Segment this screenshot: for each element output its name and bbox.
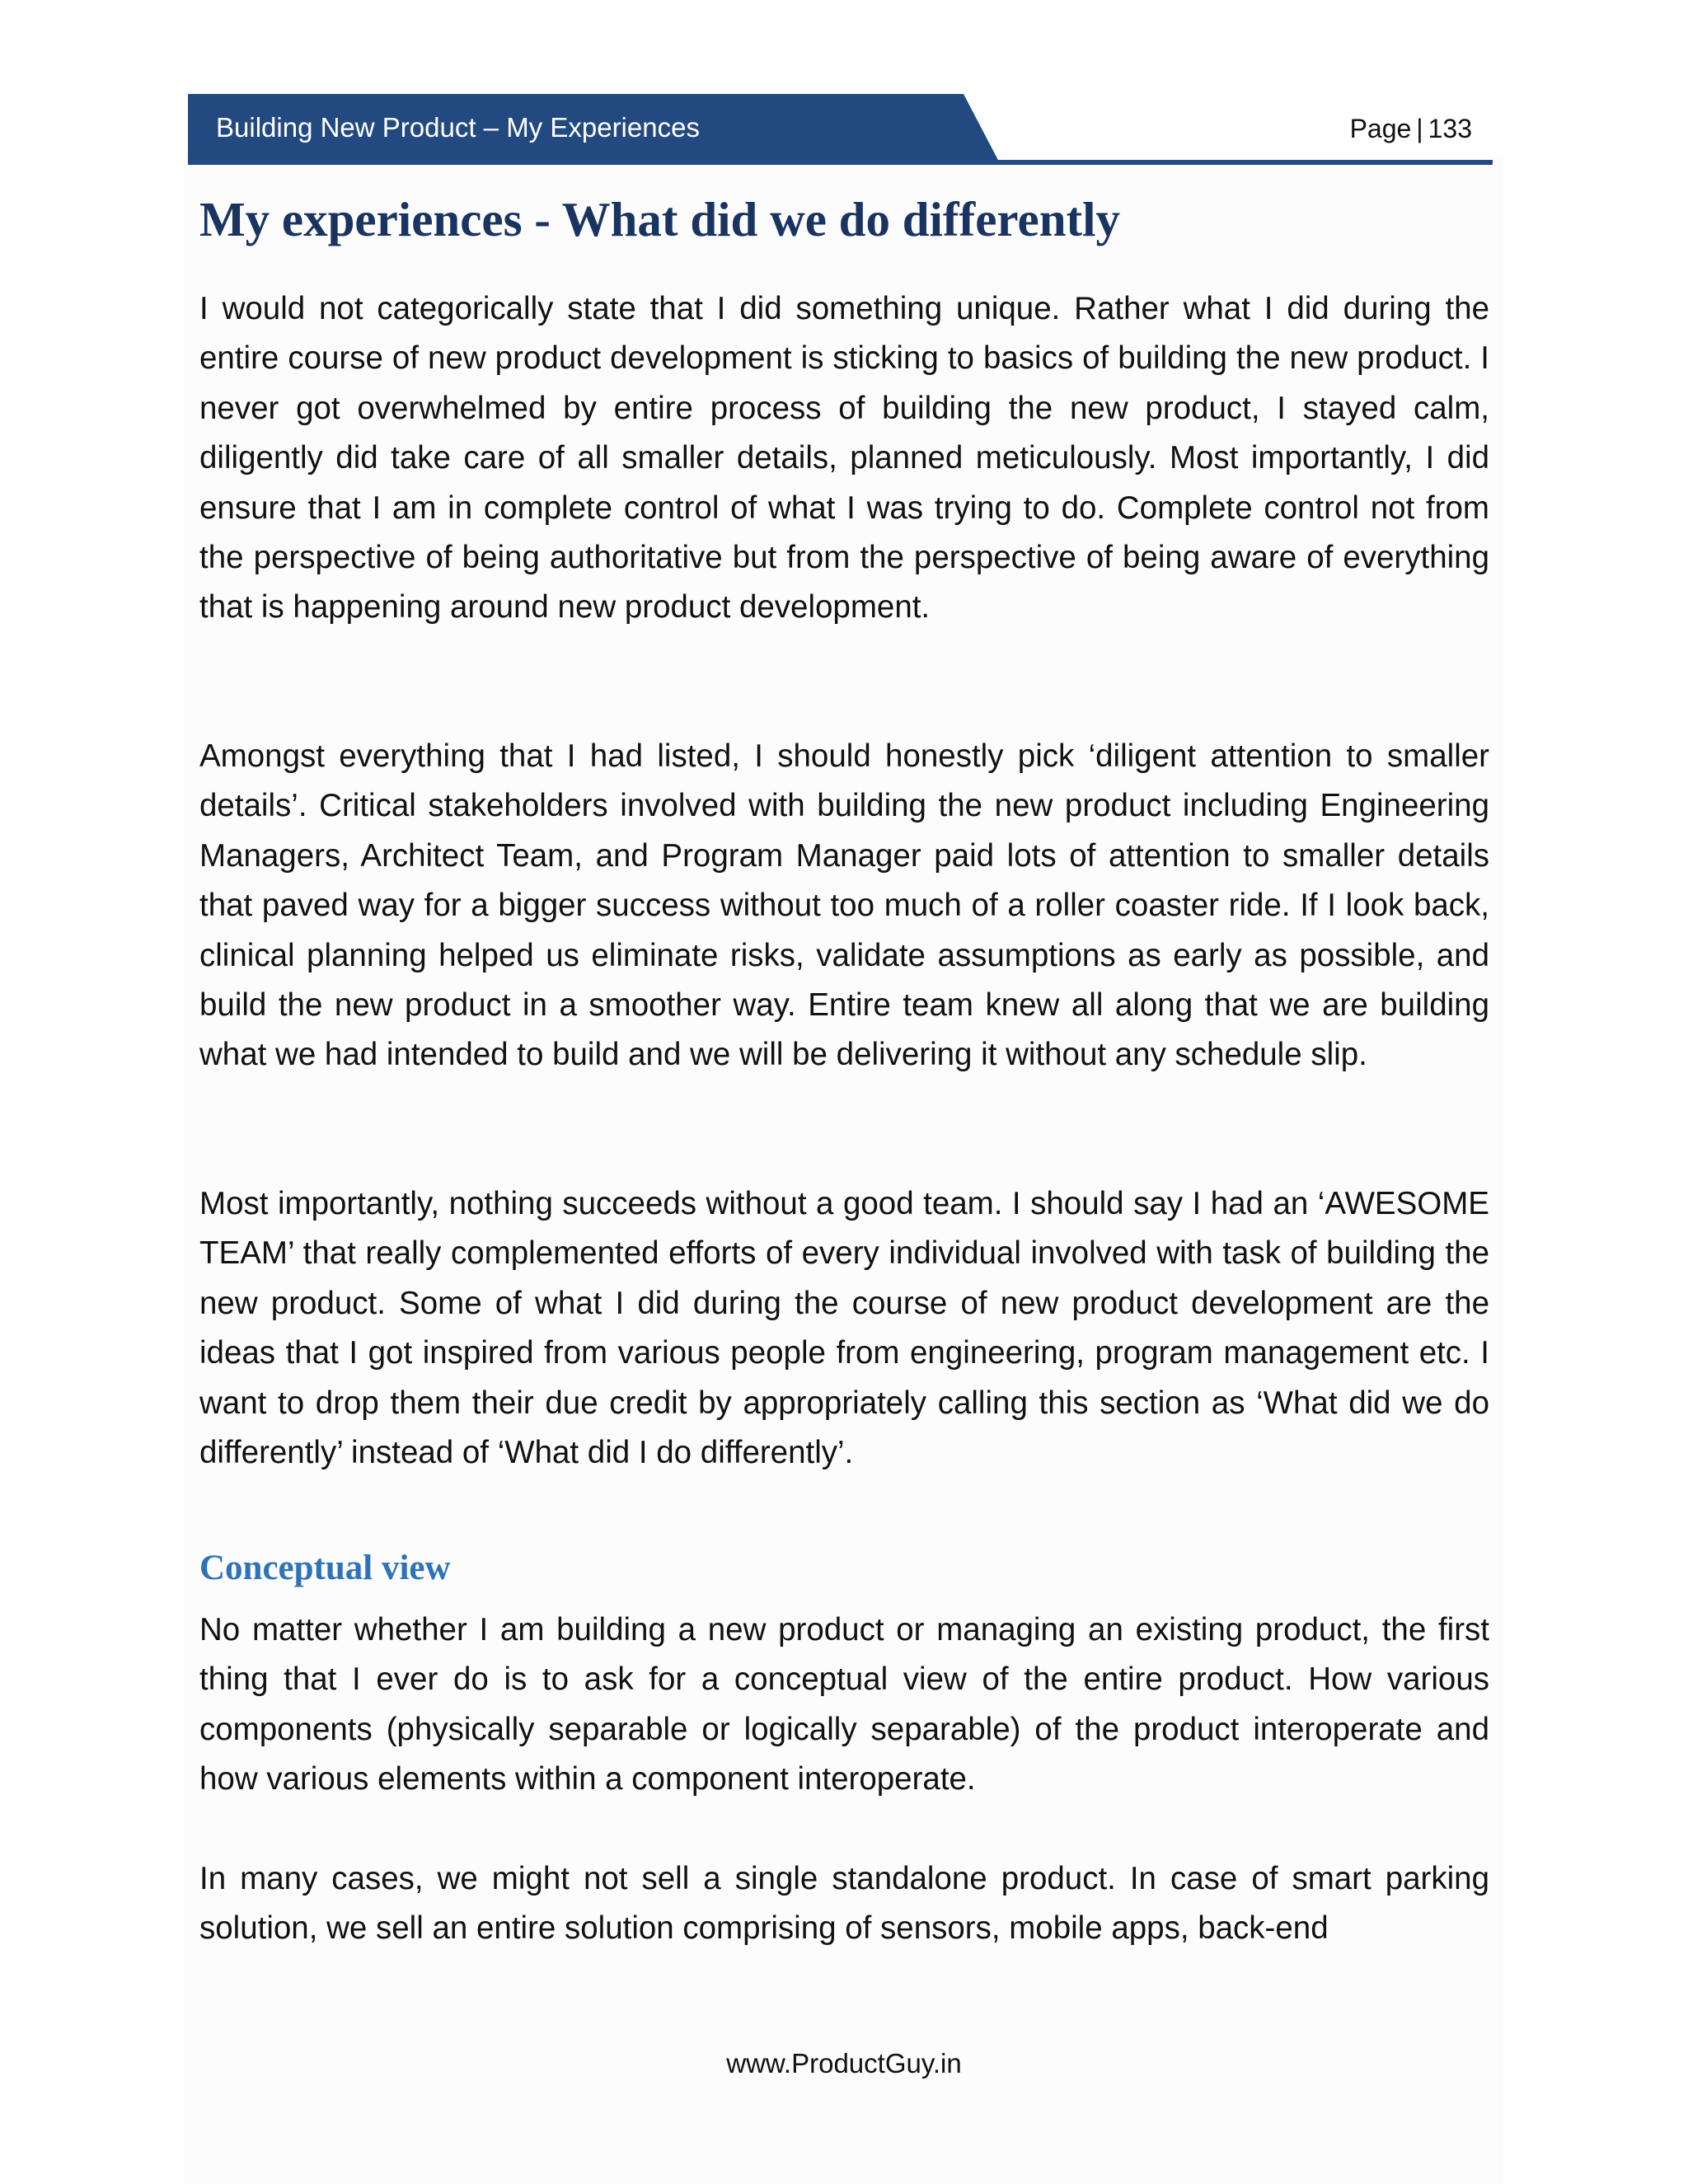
section-paragraph: In many cases, we might not sell a single standalone product. In case of smart parking solution, we sell an entire solution comprising of sensors, mobile apps, back-end <box>199 1861 1489 1947</box>
page-label: Page <box>1349 114 1412 143</box>
body-paragraph-3-block <box>199 1179 1489 1478</box>
footer-website: www.ProductGuy.in <box>726 2048 962 2079</box>
body-paragraph-1-block <box>199 284 1489 633</box>
body-paragraph: Amongst everything that I had listed, I should honestly pick ‘diligent attention to smaller details’. Critical stakeholders involved with building the new product including Engineering Managers, Architect Team, and Program Manager paid lots of attention to smaller details that paved way for a bigger success without too much of a roller coaster ride. If I look back, clinical planning helped us eliminate risks, validate assumptions as early as possible, and build the new product in a smoother way. Entire team knew all along that we are building what we had intended to build and we will be delivering it without any schedule slip. <box>199 738 1489 1073</box>
page-number: 133 <box>1428 114 1472 143</box>
running-header-title: Building New Product – My Experiences <box>216 112 700 143</box>
body-paragraph: Most importantly, nothing succeeds without a good team. I should say I had an ‘AWESOME TEAM’ that really complemented efforts of every individual involved with task of building the new product. Some of what I did during the course of new product development are the ideas that I got inspired from various people from engineering, program management etc. I want to drop them their due credit by appropriately calling this section as ‘What did we do differently’ instead of ‘What did I do differently’. <box>199 1186 1489 1471</box>
page-separator: | <box>1416 114 1423 143</box>
section-paragraph: No matter whether I am building a new product or managing an existing product, the first thing that I ever do is to ask for a conceptual view of the entire product. How various components (physically separable or logically separable) of the product interoperate and how various elements within a component interoperate. <box>199 1612 1489 1797</box>
body-paragraph: I would not categorically state that I did something unique. Rather what I did during the entire course of new product development is sticking to basics of building the new product. I never got overwhelmed by entire process of building the new product, I stayed calm, diligently did take care of all smaller details, planned meticulously. Most importantly, I did ensure that I am in complete control of what I was trying to do. Complete control not from the perspective of being authoritative but from the perspective of being aware of everything that is happening around new product development. <box>199 291 1489 626</box>
section-paragraph-1-block <box>199 1605 1489 1805</box>
header-rule <box>188 160 1493 165</box>
section-paragraph-2-block <box>199 1854 1489 1954</box>
body-paragraph-2-block <box>199 732 1489 1080</box>
section-heading: Conceptual view <box>199 1549 451 1587</box>
page-number-label <box>1350 114 1472 144</box>
page-title: My experiences - What did we do differently <box>199 192 1121 246</box>
